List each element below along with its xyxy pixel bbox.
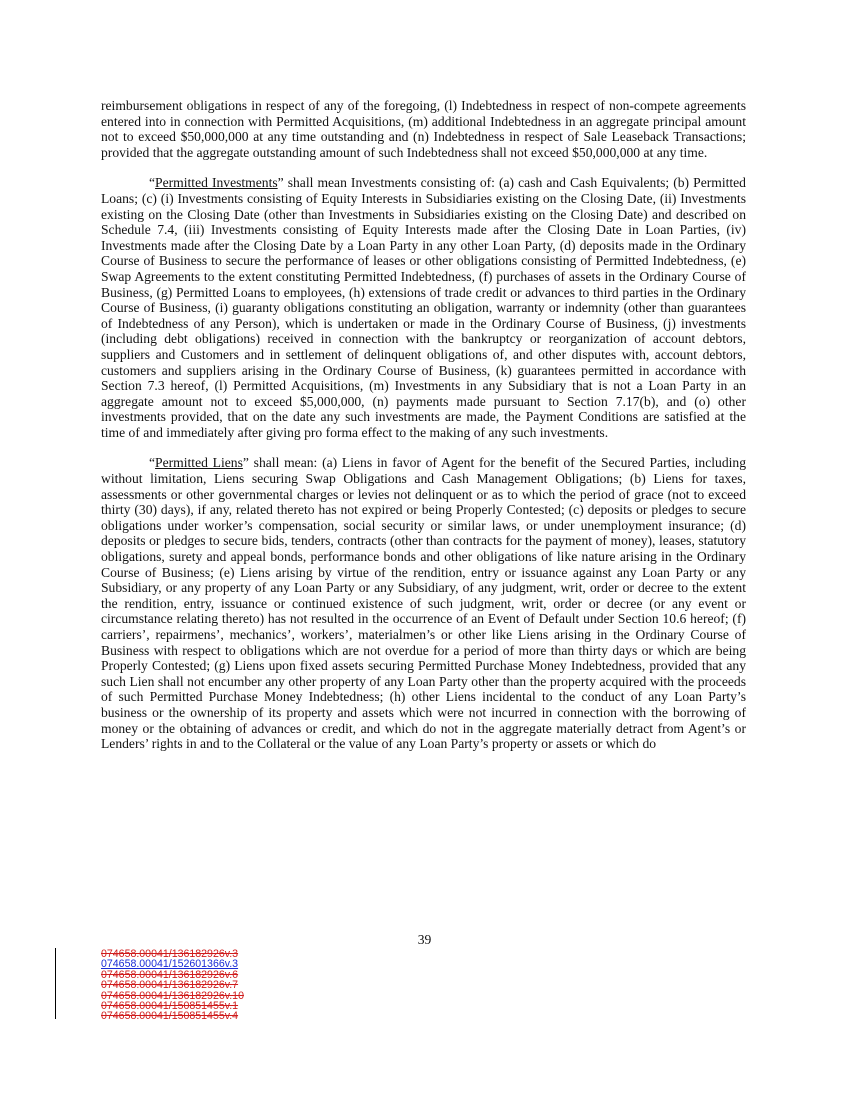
document-id-deleted: 074658.00041/136182926v.10 <box>101 989 244 1002</box>
open-quote: “ <box>149 175 156 191</box>
paragraph-permitted-investments <box>101 175 746 440</box>
document-id-deleted: 074658.00041/136182926v.6 <box>101 968 239 981</box>
document-body <box>101 98 746 767</box>
document-id-deleted: 074658.00041/150851455v.1 <box>101 1000 239 1013</box>
defined-term-permitted-investments: Permitted Investments <box>155 175 278 191</box>
page-number: 39 <box>417 932 432 947</box>
paragraph-text: ” shall mean: (a) Liens in favor of Agent for the benefit of the Secured Parties, including without limitation, Liens securing Swap Obligations and Cash Management Obligations; (b) Liens for taxes, assessments or other governmental charges or levies not delinquent or as to which the period of grace (not to exceed thirty (30) days), if any, related thereto has not expired or being Properly Contested; (c) deposits or pledges to secure obligations under worker’s compensation, social security or similar laws, or under unemployment insurance; (d) deposits or pledges to secure bids, tenders, contracts (other than contracts for the payment of money), leases, statutory obligations, surety and appeal bonds, performance bonds and other obligations of like nature arising in the Ordinary Course of Business; (e) Liens arising by virtue of the rendition, entry or issuance against any Loan Party or any Subsidiary, or any property of any Loan Party or any Subsidiary, of any judgment, writ, order or decree to the extent the rendition, entry, issuance or continued existence of such judgment, writ, order or decree (or any event or circumstance relating thereto) has not resulted in the occurrence of an Event of Default under Section 10.6 hereof; (f) carriers’, repairmens’, mechanics’, workers’, materialmen’s or other like Liens arising in the Ordinary Course of Business with respect to obligations which are not overdue for a period of more than thirty days or which are being Properly Contested; (g) Liens upon fixed assets securing Permitted Purchase Money Indebtedness, provided that any such Lien shall not encumber any other property of any Loan Party other than the property acquired with the proceeds of such Permitted Purchase Money Indebtedness; (h) other Liens incidental to the conduct of any Loan Party’s business or the ownership of its property and assets which were not incurred in connection with the borrowing of money or the obtaining of advances or credit, and which do not in the aggregate materially detract from Agent’s or Lenders’ rights in and to the Collateral or the value of any Loan Party’s property or assets or which do <box>101 455 746 752</box>
paragraph-permitted-liens <box>101 455 746 751</box>
document-id-deleted: 074658.00041/136182926v.7 <box>101 979 239 992</box>
defined-term-permitted-liens: Permitted Liens <box>155 455 243 471</box>
document-id-deleted: 074658.00041/150851455v.4 <box>101 1010 239 1023</box>
paragraph-indebtedness-continuation <box>101 98 746 160</box>
document-id-list <box>101 949 244 1022</box>
paragraph-text: ” shall mean Investments consisting of: (a) cash and Cash Equivalents; (b) Permitted Loans; (c) (i) Investments consisting of Equity Interests in Subsidiaries existing on the Closing Date, (ii) Investments existing on the Closing Date (other than Investments in Subsidiaries existing on the Closing Date) and described on Schedule 7.4, (iii) Investments consisting of Equity Interests made after the Closing Date in Loan Parties, (iv) Investments made after the Closing Date by a Loan Party in any other Loan Party, (d) deposits made in the Ordinary Course of Business to secure the performance of leases or other obligations consisting of Permitted Indebtedness, (e) Swap Agreements to the extent constituting Permitted Indebtedness, (f) purchases of assets in the Ordinary Course of Business, (g) Permitted Loans to employees, (h) extensions of trade credit or advances to third parties in the Ordinary Course of Business, (i) guaranty obligations constituting an obligation, warranty or indemnity (other than guarantees of Indebtedness of any Person), which is undertaken or made in the Ordinary Course of Business, (j) investments (including debt obligations) received in connection with the bankruptcy or reorganization of account debtors, suppliers and Customers and in settlement of delinquent obligations of, and other disputes with, account debtors, customers and suppliers arising in the Ordinary Course of Business, (k) guarantees permitted in accordance with Section 7.3 hereof, (l) Permitted Acquisitions, (m) Investments in any Subsidiary that is not a Loan Party in an aggregate amount not to exceed $5,000,000, (n) payments made pursuant to Section 7.17(b), and (o) other investments provided, that on the date any such investments are made, the Payment Conditions are satisfied at the time of and immediately after giving pro forma effect to the making of any such investments. <box>101 175 746 440</box>
open-quote: “ <box>149 455 156 471</box>
document-id-deleted: 074658.00041/136182926v.3 <box>101 948 239 960</box>
change-bar <box>55 948 56 1019</box>
paragraph-text: reimbursement obligations in respect of any of the foregoing, (l) Indebtedness in respect of non-compete agreements entered into in connection with Permitted Acquisitions, (m) additional Indebtedness in an aggregate principal amount not to exceed $50,000,000 at any time outstanding and (n) Indebtedness in respect of Sale Leaseback Transactions; provided that the aggregate outstanding amount of such Indebtedness shall not exceed $50,000,000 at any time. <box>101 98 746 160</box>
document-id-current: 074658.00041/152601366v.3 <box>101 958 239 971</box>
